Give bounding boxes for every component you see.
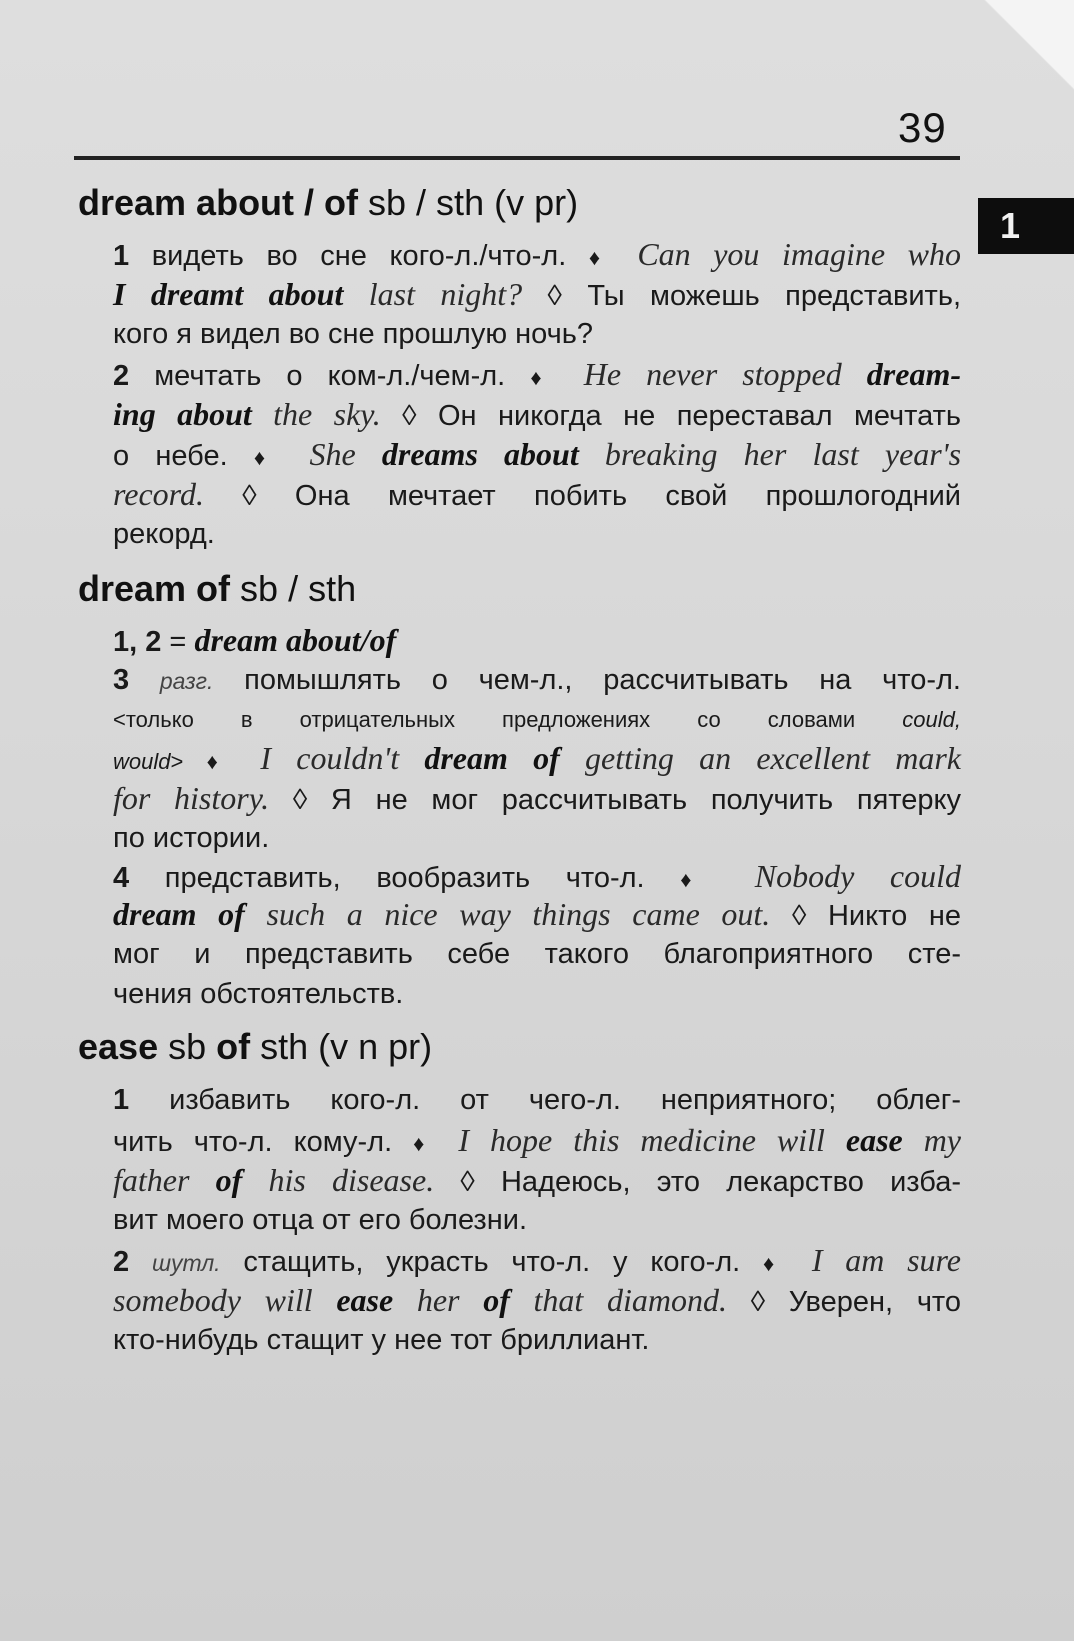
- entry-headword: [78, 568, 356, 610]
- diamond-icon: ♦: [206, 749, 236, 774]
- headword-grammar: sb / sth (v pr): [358, 182, 579, 223]
- definition-line: мог и представить себе такого благоприятного сте-: [113, 938, 961, 970]
- header-rule: [74, 156, 960, 160]
- definition-line: would> ♦ I couldn't dream of getting an excellent mark: [113, 740, 962, 776]
- definition-line: кого я видел во сне прошлую ночь?: [113, 318, 593, 350]
- definition-line: чить что-л. кому-л. ♦ I hope this medicine will ease my: [113, 1122, 962, 1158]
- definition-line: рекорд.: [113, 518, 215, 550]
- definition-line: 3 разг. помышлять о чем-л., рассчитывать на что-л.: [113, 664, 961, 696]
- page-corner-fold: [964, 0, 1074, 110]
- diamond-icon: ♦: [530, 365, 559, 390]
- definition-line: I dreamt about last night? ◊ Ты можешь представить,: [113, 276, 962, 312]
- definition-line: 2 мечтать о ком-л./чем-л. ♦ He never stopped dream-: [113, 356, 961, 392]
- definition-line: ing about the sky. ◊ Он никогда не переставал мечтать: [113, 396, 961, 432]
- diamond-icon: ♦: [588, 245, 615, 270]
- page-number: 39: [898, 104, 947, 151]
- definition-line: 1 видеть во сне кого-л./что-л. ♦ Can you imagine who: [113, 236, 961, 272]
- diamond-icon: ♦: [253, 445, 284, 470]
- definition-line: 2 шутл. стащить, украсть что-л. у кого-л. ♦ I am sure: [113, 1242, 961, 1278]
- definition-line: record. ◊ Она мечтает побить свой прошлогодний: [113, 476, 961, 512]
- definition-line: вит моего отца от его болезни.: [113, 1204, 528, 1236]
- definition-line: dream of such a nice way things came out. ◊ Никто не: [113, 896, 962, 932]
- headword-bold: dream about / of: [78, 182, 359, 223]
- definition-line: 1 избавить кого-л. от чего-л. неприятного; облег-: [113, 1084, 961, 1116]
- definition-line: кто-нибудь стащит у нее тот бриллиант.: [113, 1324, 650, 1356]
- headword-grammar: sb / sth: [230, 568, 357, 609]
- diamond-icon: ♦: [413, 1131, 438, 1156]
- diamond-icon: ♦: [763, 1251, 789, 1276]
- definition-line: по истории.: [113, 822, 270, 854]
- definition-line: for history. ◊ Я не мог рассчитывать получить пятерку: [113, 780, 961, 816]
- diamond-icon: ♦: [680, 867, 720, 892]
- entry-headword: [78, 182, 578, 224]
- definition-line: чения обстоятельств.: [113, 978, 404, 1010]
- headword-grammar: sth (v n pr): [250, 1026, 433, 1067]
- definition-line: somebody will ease her of that diamond. ◊ Уверен, что: [113, 1282, 962, 1318]
- headword-bold: ease: [78, 1026, 159, 1067]
- entry-headword: ease sb of sth (v n pr): [78, 1026, 433, 1067]
- definition-line: 4 представить, вообразить что-л. ♦ Nobody could: [113, 858, 961, 894]
- section-tab: 1: [978, 198, 1074, 254]
- definition-line: о небе. ♦ She dreams about breaking her last year's: [113, 436, 962, 472]
- usage-note-line: <только в отрицательных предложениях со словами could,: [113, 707, 961, 732]
- headword-bold: dream of: [78, 568, 231, 609]
- definition-line: father of his disease. ◊ Надеюсь, это лекарство изба-: [113, 1162, 962, 1198]
- definition-line: 1, 2 = dream about/of: [113, 622, 397, 658]
